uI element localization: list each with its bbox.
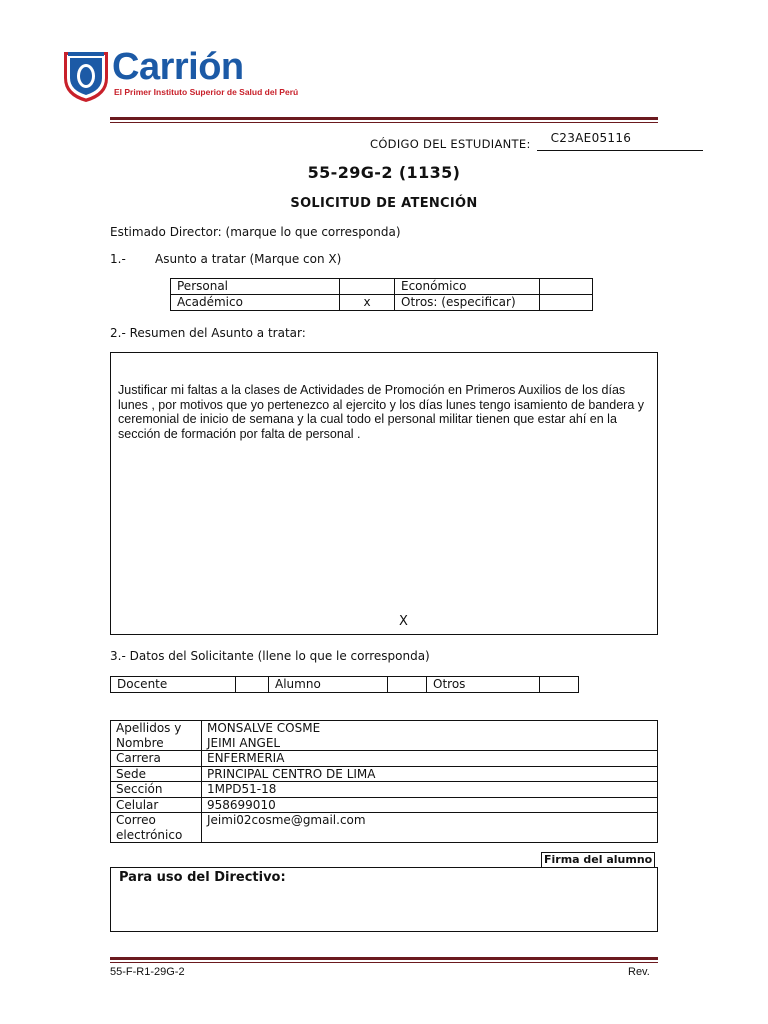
student-code-field[interactable]	[537, 131, 703, 151]
field-label-celular: Celular	[111, 797, 202, 813]
type-option-otros: Otros	[427, 677, 540, 693]
field-value-carrera[interactable]: ENFERMERIA	[202, 751, 658, 767]
field-value-seccion[interactable]: 1MPD51-18	[202, 782, 658, 798]
field-label-seccion: Sección	[111, 782, 202, 798]
shield-seal-icon	[64, 52, 108, 102]
subject-option-personal: Personal	[171, 279, 340, 295]
table-row	[111, 751, 658, 767]
field-value-celular[interactable]: 958699010	[202, 797, 658, 813]
field-value-correo[interactable]: Jeimi02cosme@gmail.com	[202, 813, 658, 843]
table-row	[111, 766, 658, 782]
summary-text: Justificar mi faltas a la clases de Actividades de Promoción en Primeros Auxilios de los días lunes , por motivos que yo pertenezco al ejercito y los días lunes tengo isamiento de bandera y ceremonial de inicio de semana y la cual todo el personal militar tienen que estar ahí en la sección de formación por falta de personal .	[118, 383, 645, 441]
field-label-name: Apellidos y Nombre	[111, 721, 202, 751]
form-code: 55-29G-2 (1135)	[307, 163, 461, 182]
subject-option-economico: Económico	[395, 279, 540, 295]
table-row	[111, 797, 658, 813]
subject-checkbox-personal[interactable]	[340, 279, 395, 295]
logo-tagline: El Primer Instituto Superior de Salud del Perú	[114, 87, 299, 97]
logo-wordmark: Carrión	[112, 46, 244, 88]
field-label-carrera: Carrera	[111, 751, 202, 767]
table-row	[111, 813, 658, 843]
field-value-name[interactable]: MONSALVE COSME JEIMI ANGEL	[202, 721, 658, 751]
section3-label: 3.- Datos del Solicitante (llene lo que le corresponda)	[110, 649, 430, 663]
subject-option-academico: Académico	[171, 295, 340, 311]
greeting-text: Estimado Director: (marque lo que corresponda)	[110, 225, 401, 239]
table-row	[111, 677, 579, 693]
footer-revision: Rev.	[628, 966, 650, 978]
subject-table	[170, 278, 593, 311]
student-code-row	[370, 131, 703, 151]
applicant-type-table	[110, 676, 579, 693]
subject-option-otros: Otros: (especificar)	[395, 295, 540, 311]
field-label-correo: Correo electrónico	[111, 813, 202, 843]
table-row	[171, 295, 593, 311]
footer-rule	[110, 957, 658, 960]
student-code-label: CÓDIGO DEL ESTUDIANTE:	[370, 137, 531, 151]
student-code-value: C23AE05116	[550, 131, 632, 145]
table-row	[111, 721, 658, 751]
header-rule	[110, 117, 658, 120]
type-checkbox-otros[interactable]	[540, 677, 579, 693]
header-rule-thin	[110, 122, 658, 123]
type-checkbox-alumno[interactable]	[388, 677, 427, 693]
type-option-alumno: Alumno	[269, 677, 388, 693]
table-row	[171, 279, 593, 295]
subject-checkbox-economico[interactable]	[540, 279, 593, 295]
footer-form-id: 55-F-R1-29G-2	[110, 966, 185, 978]
type-checkbox-docente[interactable]	[236, 677, 269, 693]
field-value-sede[interactable]: PRINCIPAL CENTRO DE LIMA	[202, 766, 658, 782]
table-row	[111, 782, 658, 798]
form-title: SOLICITUD DE ATENCIÓN	[290, 196, 478, 211]
directive-box[interactable]	[110, 867, 658, 932]
summary-textarea[interactable]	[110, 352, 658, 635]
subject-checkbox-academico[interactable]: x	[340, 295, 395, 311]
footer-rule-thin	[110, 962, 658, 963]
directive-label: Para uso del Directivo:	[119, 870, 286, 885]
subject-checkbox-otros[interactable]	[540, 295, 593, 311]
type-option-docente: Docente	[111, 677, 236, 693]
summary-mark: X	[399, 614, 408, 629]
section1-number: 1.-	[110, 252, 126, 266]
applicant-data-table	[110, 720, 658, 843]
field-label-sede: Sede	[111, 766, 202, 782]
signature-label: Firma del alumno	[541, 852, 655, 868]
section1-label: Asunto a tratar (Marque con X)	[155, 252, 342, 266]
section2-label: 2.- Resumen del Asunto a tratar:	[110, 326, 306, 340]
